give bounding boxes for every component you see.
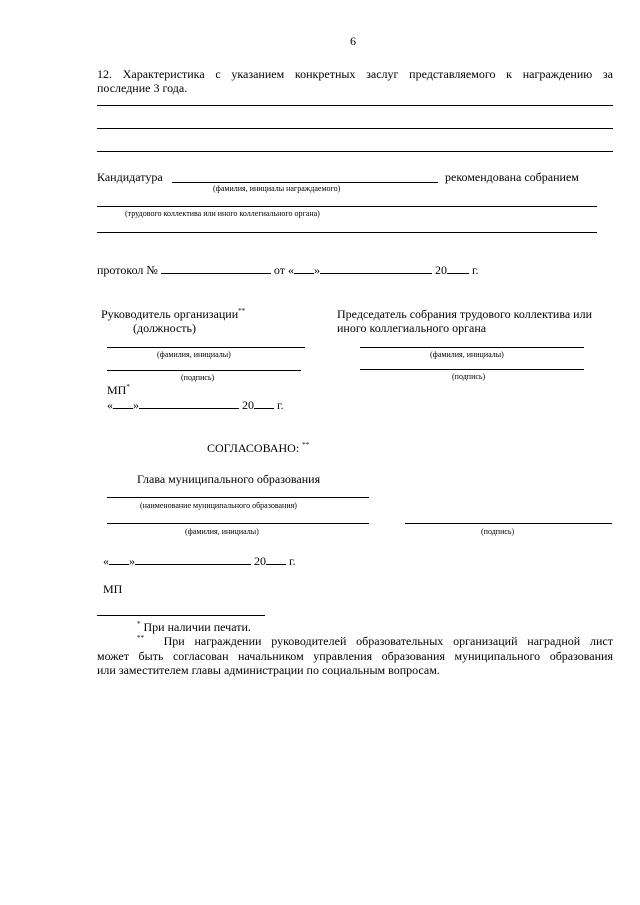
section-12-line-2[interactable] [97,128,613,129]
footnote-2-line1-text: При награждении руководителей образовательных организаций наградной лист [163,634,613,648]
agreed-name-field[interactable] [107,523,369,524]
head-title [101,307,245,321]
collective-field-2[interactable] [97,232,597,233]
footnote-1-mark: * [137,620,141,628]
head-name-hint: (фамилия, инициалы) [157,350,231,359]
section-12-line-1[interactable] [97,105,613,106]
head-date-row [107,398,284,412]
agreed-date-open: « [103,554,109,568]
head-title-mark: ** [238,307,246,315]
candidature-label: Кандидатура [97,170,163,184]
footnote-2-mark: ** [137,634,144,642]
chairman-sign-field[interactable] [360,369,584,370]
head-sign-hint: (подпись) [181,373,215,382]
collective-hint: (трудового коллектива или иного коллегиального органа) [125,209,320,218]
footnote-2-line1 [137,634,613,648]
head-name-field[interactable] [107,347,305,348]
head-position-hint: (должность) [133,321,196,335]
agreed-date-row [103,554,296,568]
agreed-sign-hint: (подпись) [481,527,515,536]
head-month-field[interactable] [139,398,239,409]
head-mp-mark: * [126,383,130,391]
protocol-from-label: от « [273,263,294,277]
protocol-month-field[interactable] [320,263,432,274]
protocol-quote-close: » [313,263,320,277]
head-mp-text: МП [107,383,127,397]
head-year-suffix: г. [277,398,284,412]
footnote-separator [97,615,265,616]
chairman-sign-hint: (подпись) [452,372,486,381]
agreed-name-hint: (фамилия, инициалы) [185,527,259,536]
agreed-month-field[interactable] [135,554,251,565]
section-12-heading-line2: последние 3 года. [97,81,188,95]
agreed-year-suffix: г. [289,554,296,568]
footnote-1-text: При наличии печати. [143,620,251,634]
head-sign-field[interactable] [107,370,301,371]
candidate-name-field[interactable] [172,182,438,183]
footnote-2-line2: может быть согласован начальником управления образования муниципального образования [97,649,613,663]
page-number: 6 [350,34,356,48]
head-year-field[interactable] [254,398,274,409]
municipality-field[interactable] [107,497,369,498]
footnote-1 [137,620,251,634]
chairman-name-field[interactable] [360,347,584,348]
head-date-close: » [133,398,139,412]
agreed-sign-field[interactable] [405,523,612,524]
agreed-title-mark: ** [302,441,310,449]
protocol-number-field[interactable] [161,263,271,274]
agreed-title [207,441,309,455]
head-title-text: Руководитель организации [101,307,239,321]
head-year-label: 20 [242,398,254,412]
candidate-name-hint: (фамилия, инициалы награждаемого) [213,184,341,193]
protocol-year-field[interactable] [447,263,469,274]
protocol-row [97,263,479,277]
agreed-year-label: 20 [254,554,266,568]
agreed-date-close: » [129,554,135,568]
section-12-line-3[interactable] [97,151,613,152]
chairman-title-line1: Председатель собрания трудового коллектива или [337,307,593,321]
protocol-year-suffix: г. [471,263,479,277]
chairman-name-hint: (фамилия, инициалы) [430,350,504,359]
recommended-label: рекомендована собранием [445,170,579,184]
chairman-title-line2: иного коллегиального органа [337,321,487,335]
protocol-label: протокол № [97,263,158,277]
agreed-year-field[interactable] [266,554,286,565]
agreed-head-title: Глава муниципального образования [137,472,321,486]
agreed-title-text: СОГЛАСОВАНО: [207,441,300,455]
collective-field[interactable] [97,206,597,207]
section-12-heading-line1: 12. Характеристика с указанием конкретных заслуг представляемого к награждению за [97,67,613,81]
protocol-day-field[interactable] [294,263,314,274]
head-day-field[interactable] [113,398,133,409]
head-mp [107,383,130,397]
protocol-year-label: 20 [434,263,447,277]
municipality-hint: (наименование муниципального образования) [140,501,297,510]
agreed-mp: МП [103,582,123,596]
footnote-2-line3: или заместителем главы администрации по социальным вопросам. [97,663,440,677]
agreed-day-field[interactable] [109,554,129,565]
head-date-open: « [107,398,113,412]
